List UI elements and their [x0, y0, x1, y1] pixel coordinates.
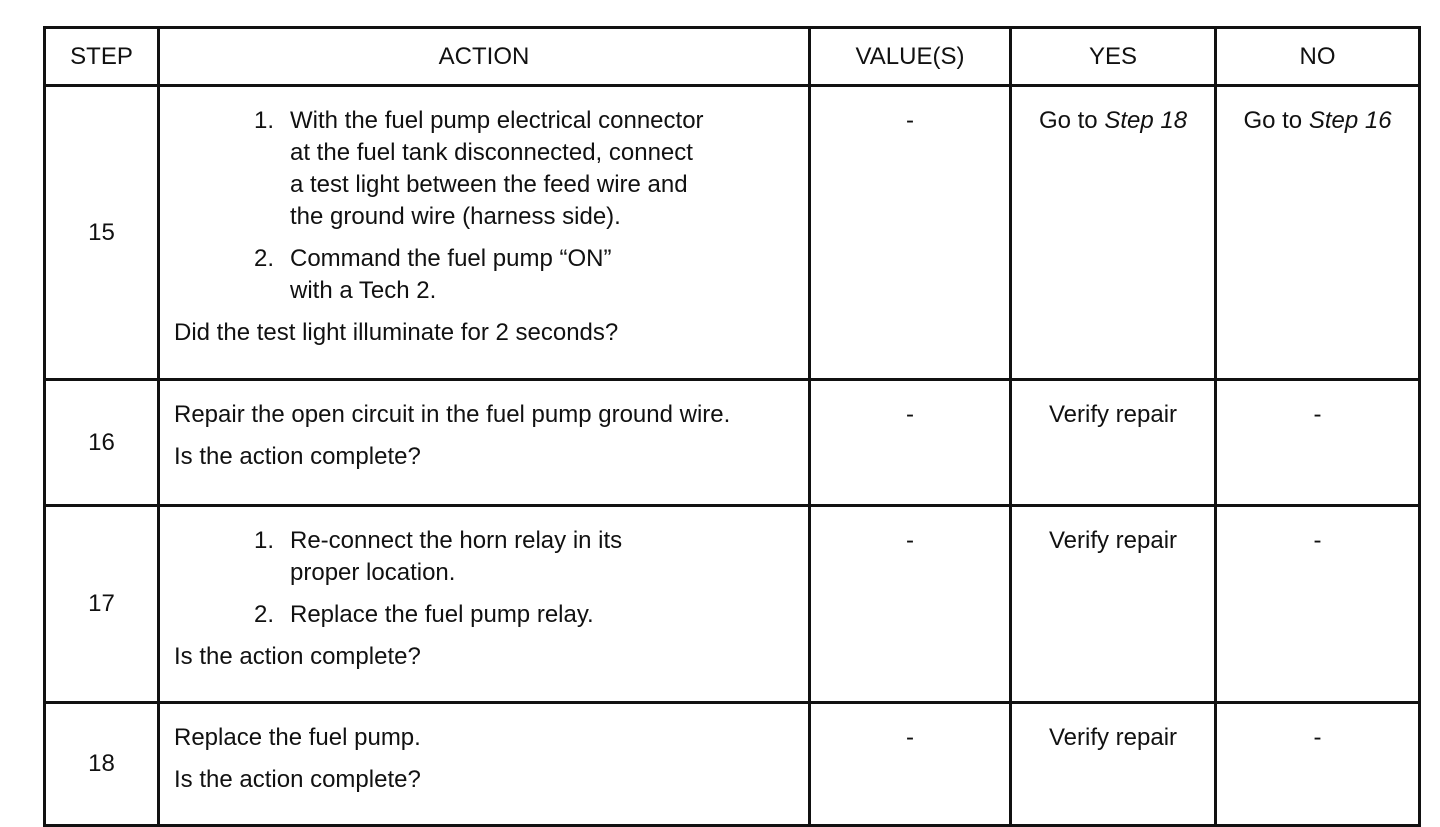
- table-row-step-18: [45, 703, 1420, 826]
- table-row-step-17: [45, 506, 1420, 703]
- yes-prefix: Go to: [1038, 107, 1105, 134]
- value-cell: -: [810, 86, 1011, 380]
- table-row-step-16: [45, 380, 1420, 506]
- step-number: 16: [45, 380, 159, 506]
- action-line: a test light between the feed wire and: [290, 171, 688, 198]
- action-line: at the fuel tank disconnected, connect: [290, 139, 693, 166]
- header-yes: YES: [1011, 28, 1216, 86]
- table-row-step-15: [45, 86, 1420, 380]
- action-steps-list: [174, 525, 798, 631]
- no-cell: -: [1216, 703, 1420, 826]
- action-cell: [159, 86, 810, 380]
- header-values: VALUE(S): [810, 28, 1011, 86]
- action-step-text: [290, 599, 798, 631]
- action-step-text: [290, 525, 798, 589]
- action-step-text: [290, 243, 798, 307]
- action-step-item: [174, 243, 798, 307]
- yes-cell: Verify repair: [1011, 703, 1216, 826]
- no-cell: -: [1216, 506, 1420, 703]
- action-step-text: [290, 105, 798, 233]
- action-text: Repair the open circuit in the fuel pump ground wire.: [174, 401, 731, 428]
- value-cell: -: [810, 380, 1011, 506]
- action-step-item: [174, 105, 798, 233]
- header-action: ACTION: [159, 28, 810, 86]
- action-line: the ground wire (harness side).: [290, 203, 621, 230]
- value-cell: -: [810, 506, 1011, 703]
- action-text: Replace the fuel pump.: [174, 724, 421, 751]
- action-step-number: 1.: [253, 107, 274, 134]
- no-cell: -: [1216, 380, 1420, 506]
- action-cell: [159, 703, 810, 826]
- action-line: proper location.: [290, 559, 456, 586]
- yes-cell: [1011, 86, 1216, 380]
- header-step: STEP: [45, 28, 159, 86]
- diagnostic-table-container: [43, 26, 1421, 827]
- value-cell: -: [810, 703, 1011, 826]
- action-line: Replace the fuel pump relay.: [290, 601, 594, 628]
- action-line: with a Tech 2.: [290, 277, 437, 304]
- no-step-reference: Step 16: [1308, 107, 1392, 134]
- action-question: Did the test light illuminate for 2 seconds?: [174, 319, 619, 346]
- action-line: Command the fuel pump “ON”: [290, 245, 612, 272]
- action-step-item: [174, 599, 798, 631]
- action-steps-list: [174, 105, 798, 307]
- yes-step-reference: Step 18: [1104, 107, 1188, 134]
- action-step-item: [174, 525, 798, 589]
- action-line: Re-connect the horn relay in its: [290, 527, 623, 554]
- step-number: 15: [45, 86, 159, 380]
- no-prefix: Go to: [1243, 107, 1309, 134]
- step-number: 18: [45, 703, 159, 826]
- action-question: Is the action complete?: [174, 443, 421, 470]
- no-cell: [1216, 86, 1420, 380]
- action-cell: [159, 506, 810, 703]
- step-number: 17: [45, 506, 159, 703]
- action-question: Is the action complete?: [174, 766, 421, 793]
- action-line: With the fuel pump electrical connector: [290, 107, 704, 134]
- yes-cell: Verify repair: [1011, 506, 1216, 703]
- yes-cell: Verify repair: [1011, 380, 1216, 506]
- action-step-number: 2.: [253, 245, 274, 272]
- action-question: Is the action complete?: [174, 643, 421, 670]
- header-row: [45, 28, 1420, 86]
- diagnostic-table: [43, 26, 1421, 827]
- action-cell: [159, 380, 810, 506]
- header-no: NO: [1216, 28, 1420, 86]
- action-step-number: 1.: [253, 527, 274, 554]
- action-step-number: 2.: [253, 601, 274, 628]
